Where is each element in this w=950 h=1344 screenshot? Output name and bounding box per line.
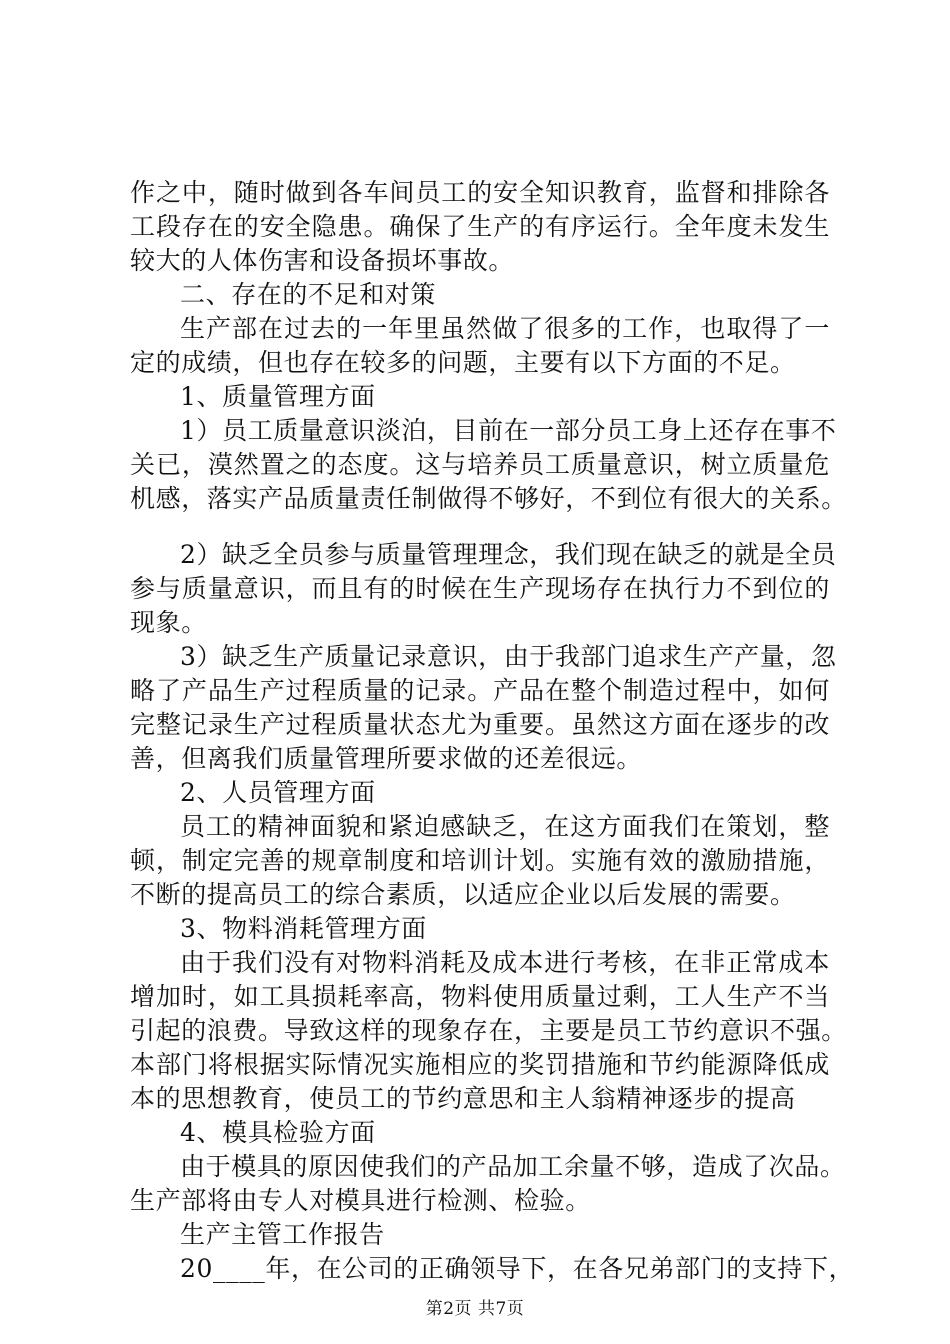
text-line: 现象。	[130, 608, 207, 637]
subsection-heading: 4、模具检验方面	[180, 1118, 376, 1147]
text-line: 本的思想教育，使员工的节约意思和主人翁精神逐步的提高	[130, 1084, 796, 1113]
text-line: 2）缺乏全员参与质量管理理念，我们现在缺乏的就是全员	[180, 540, 837, 569]
text-line: 引起的浪费。导致这样的现象存在，主要是员工节约意识不强。	[130, 1016, 847, 1045]
page-footer: 第2页 共7页	[425, 1299, 525, 1319]
text-line: 本部门将根据实际情况实施相应的奖罚措施和节约能源降低成	[130, 1050, 830, 1079]
text-line: 完整记录生产过程质量状态尤为重要。虽然这方面在逐步的改	[130, 710, 830, 739]
report-title: 生产主管工作报告	[180, 1220, 385, 1249]
text-line: 由于模具的原因使我们的产品加工余量不够，造成了次品。	[180, 1152, 846, 1181]
subsection-heading: 3、物料消耗管理方面	[180, 914, 427, 943]
text-line: 参与质量意识，而且有的时候在生产现场存在执行力不到位的	[130, 574, 830, 603]
text-line: 定的成绩，但也存在较多的问题，主要有以下方面的不足。	[130, 348, 796, 377]
text-line: 由于我们没有对物料消耗及成本进行考核，在非正常成本	[180, 948, 830, 977]
text-line: 1）员工质量意识淡泊，目前在一部分员工身上还存在事不	[180, 416, 837, 445]
text-line: 生产部在过去的一年里虽然做了很多的工作，也取得了一	[180, 314, 830, 343]
text-line: 20____年，在公司的正确领导下，在各兄弟部门的支持下，	[180, 1254, 855, 1283]
text-line: 机感，落实产品质量责任制做得不够好，不到位有很大的关系。	[130, 484, 847, 513]
text-line: 不断的提高员工的综合素质，以适应企业以后发展的需要。	[130, 880, 796, 909]
subsection-heading: 1、质量管理方面	[180, 382, 376, 411]
text-line: 员工的精神面貌和紧迫感缺乏，在这方面我们在策划，整	[180, 812, 830, 841]
text-line: 生产部将由专人对模具进行检测、检验。	[130, 1186, 591, 1215]
text-line: 顿，制定完善的规章制度和培训计划。实施有效的激励措施，	[130, 846, 830, 875]
text-line: 善，但离我们质量管理所要求做的还差很远。	[130, 744, 643, 773]
text-line: 关已，漠然置之的态度。这与培养员工质量意识，树立质量危	[130, 450, 830, 479]
text-line: 3）缺乏生产质量记录意识，由于我部门追求生产产量，忽	[180, 642, 837, 671]
text-line: 作之中，随时做到各车间员工的安全知识教育，监督和排除各	[130, 178, 830, 207]
text-line: 较大的人体伤害和设备损坏事故。	[130, 246, 515, 275]
text-line: 略了产品生产过程质量的记录。产品在整个制造过程中，如何	[130, 676, 830, 705]
text-line: 工段存在的安全隐患。确保了生产的有序运行。全年度未发生	[130, 212, 830, 241]
text-line: 增加时，如工具损耗率高，物料使用质量过剩，工人生产不当	[130, 982, 830, 1011]
subsection-heading: 2、人员管理方面	[180, 778, 376, 807]
section-heading: 二、存在的不足和对策	[180, 280, 437, 309]
